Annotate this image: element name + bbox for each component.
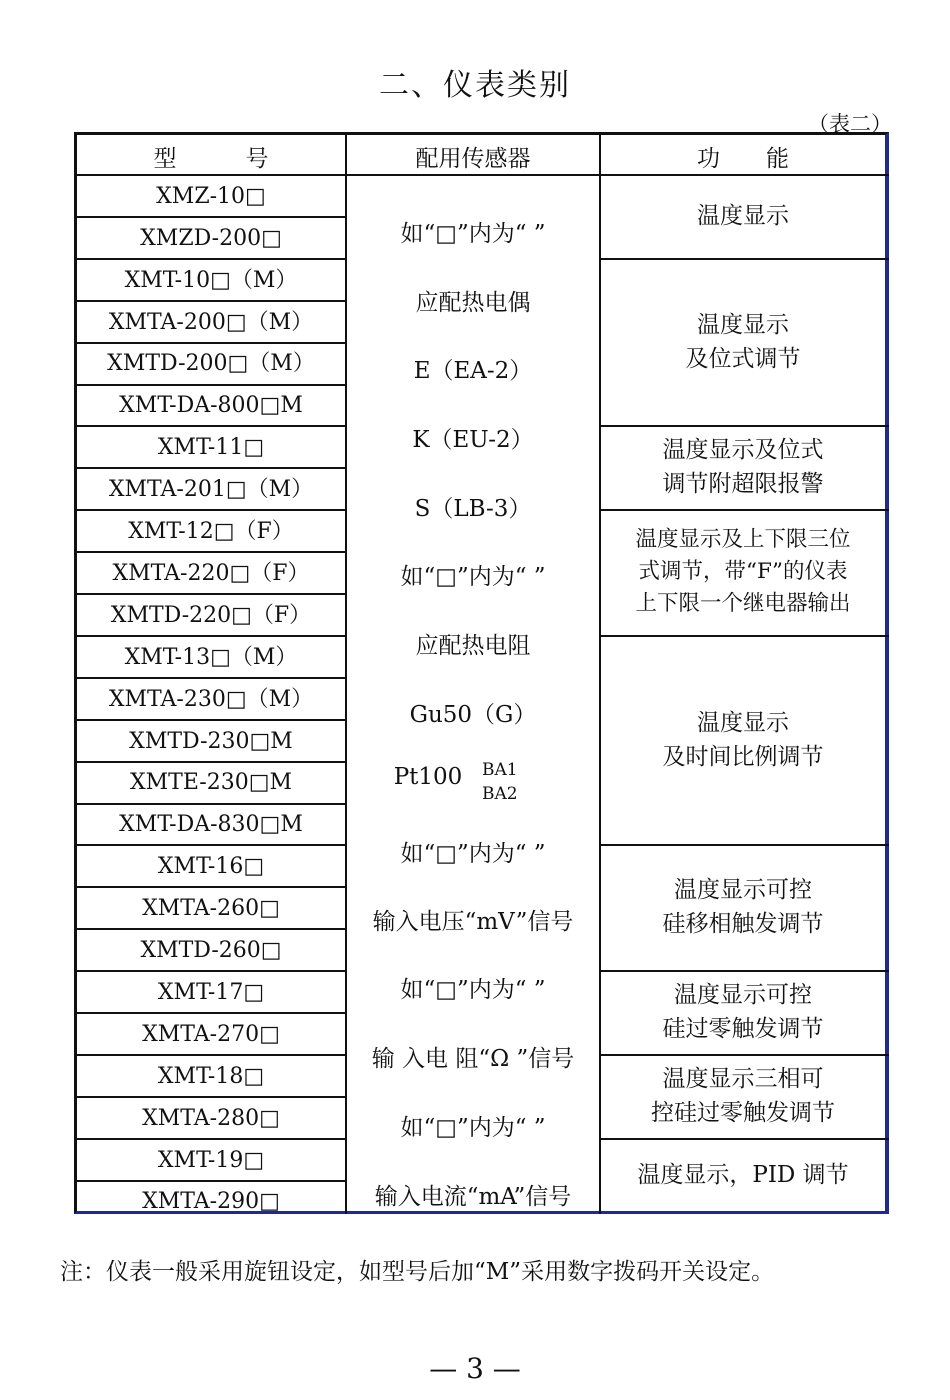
page-number: — 3 — xyxy=(429,1352,521,1385)
model-row-divider xyxy=(74,1054,346,1056)
function-row-divider xyxy=(600,258,889,260)
function-cell xyxy=(601,174,885,258)
function-line: 温度显示及位式 xyxy=(662,437,824,464)
function-row-divider xyxy=(600,509,889,511)
function-line: 温度显示 xyxy=(697,202,789,229)
function-line: 温度显示可控 xyxy=(674,981,812,1008)
sensor-line: Pt100 xyxy=(393,764,463,790)
function-cell xyxy=(601,844,885,970)
model-cell: XMT-18□ xyxy=(157,1063,265,1089)
column-divider xyxy=(345,132,347,1214)
model-row-divider xyxy=(74,970,346,972)
model-cell: XMTD-220□（F） xyxy=(110,602,312,628)
page-title: 二、仪表类别 xyxy=(379,68,571,103)
sensor-line: Gu50（G） xyxy=(409,702,537,728)
model-cell: XMTA-290□ xyxy=(142,1189,280,1215)
model-row-divider xyxy=(74,509,346,511)
function-line: 及时间比例调节 xyxy=(662,743,824,770)
function-cell xyxy=(601,1138,885,1212)
model-row-divider xyxy=(74,593,346,595)
model-cell: XMTD-230□M xyxy=(129,728,293,754)
function-row-divider xyxy=(600,1138,889,1140)
model-row-divider xyxy=(74,1180,346,1182)
model-row-divider xyxy=(74,258,346,260)
function-line: 上下限一个继电器输出 xyxy=(635,591,851,617)
model-row-divider xyxy=(74,342,346,344)
model-cell: XMTA-260□ xyxy=(142,896,280,922)
function-line: 温度显示，PID 调节 xyxy=(637,1161,849,1188)
function-line: 温度显示 xyxy=(697,311,789,338)
function-cell xyxy=(601,425,885,509)
function-cell xyxy=(601,509,885,635)
function-line: 式调节，带“F”的仪表 xyxy=(638,559,848,585)
model-cell: XMTA-220□（F） xyxy=(112,560,310,586)
model-row-divider xyxy=(74,886,346,888)
function-line: 硅过零触发调节 xyxy=(662,1015,824,1042)
sensor-line: 如“□”内为“ ” xyxy=(400,221,546,247)
sensor-line: 输入电流“mA”信号 xyxy=(374,1184,572,1210)
sensor-line: 应配热电偶 xyxy=(415,290,531,316)
sensor-line: 应配热电阻 xyxy=(415,633,531,659)
model-row-divider xyxy=(74,425,346,427)
model-cell: XMT-11□ xyxy=(157,435,265,461)
footnote: 注：仪表一般采用旋钮设定，如型号后加“M”采用数字拨码开关设定。 xyxy=(60,1259,775,1285)
model-row-divider xyxy=(74,719,346,721)
sensor-line: S（LB-3） xyxy=(414,496,532,522)
function-line: 温度显示 xyxy=(697,709,789,736)
function-line: 温度显示及上下限三位 xyxy=(635,527,851,553)
sensor-line: 如“□”内为“ ” xyxy=(400,564,546,590)
function-line: 及位式调节 xyxy=(685,345,801,372)
pt100-code: BA1 xyxy=(482,760,518,780)
model-cell: XMT-17□ xyxy=(157,979,265,1005)
function-cell xyxy=(601,258,885,426)
sensor-line: 如“□”内为“ ” xyxy=(400,841,546,867)
model-cell: XMT-12□（F） xyxy=(128,519,294,545)
header-model: 型 号 xyxy=(153,146,269,172)
model-row-divider xyxy=(74,384,346,386)
function-line: 调节附超限报警 xyxy=(662,471,824,498)
function-cell xyxy=(601,635,885,845)
pt100-code: BA2 xyxy=(482,784,518,804)
sensor-line: K（EU-2） xyxy=(412,427,534,453)
model-cell: XMTA-230□（M） xyxy=(108,686,314,712)
model-cell: XMTA-200□（M） xyxy=(108,309,314,335)
sensor-line: 如“□”内为“ ” xyxy=(400,1115,546,1141)
model-row-divider xyxy=(74,1012,346,1014)
function-line: 硅移相触发调节 xyxy=(662,911,824,938)
model-cell: XMTD-260□ xyxy=(140,938,282,964)
function-cell xyxy=(601,1054,885,1138)
sensor-line: 输入电压“mV”信号 xyxy=(372,909,574,935)
model-cell: XMT-19□ xyxy=(157,1147,265,1173)
function-row-divider xyxy=(600,635,889,637)
function-row-divider xyxy=(600,425,889,427)
function-line: 控硅过零触发调节 xyxy=(651,1099,835,1126)
function-row-divider xyxy=(600,844,889,846)
header-sensor: 配用传感器 xyxy=(415,146,531,172)
sensor-line: 输 入电 阻“Ω ”信号 xyxy=(371,1046,575,1072)
function-line: 温度显示三相可 xyxy=(662,1065,824,1092)
model-row-divider xyxy=(74,216,346,218)
model-row-divider xyxy=(74,551,346,553)
header-function: 功 能 xyxy=(697,146,789,172)
model-cell: XMT-16□ xyxy=(157,854,265,880)
model-cell: XMTA-270□ xyxy=(142,1021,280,1047)
model-row-divider xyxy=(74,761,346,763)
model-row-divider xyxy=(74,803,346,805)
model-row-divider xyxy=(74,928,346,930)
table-caption: （表二） xyxy=(808,112,892,136)
model-row-divider xyxy=(74,1096,346,1098)
model-row-divider xyxy=(74,635,346,637)
sensor-line: 如“□”内为“ ” xyxy=(400,977,546,1003)
model-row-divider xyxy=(74,300,346,302)
model-cell: XMTD-200□（M） xyxy=(107,351,315,377)
model-cell: XMT-DA-830□M xyxy=(119,812,303,838)
model-cell: XMZ-10□ xyxy=(156,183,266,209)
sensor-line: E（EA-2） xyxy=(413,358,533,384)
model-cell: XMT-DA-800□M xyxy=(119,393,303,419)
model-row-divider xyxy=(74,677,346,679)
function-line: 温度显示可控 xyxy=(674,877,812,904)
function-cell xyxy=(601,970,885,1054)
function-row-divider xyxy=(600,1054,889,1056)
model-cell: XMT-10□（M） xyxy=(124,267,298,293)
model-cell: XMTE-230□M xyxy=(129,770,293,796)
model-cell: XMTA-201□（M） xyxy=(108,477,314,503)
model-row-divider xyxy=(74,844,346,846)
model-row-divider xyxy=(74,1138,346,1140)
function-row-divider xyxy=(600,970,889,972)
model-row-divider xyxy=(74,467,346,469)
model-cell: XMTA-280□ xyxy=(142,1105,280,1131)
model-cell: XMZD-200□ xyxy=(140,225,282,251)
model-cell: XMT-13□（M） xyxy=(124,644,298,670)
